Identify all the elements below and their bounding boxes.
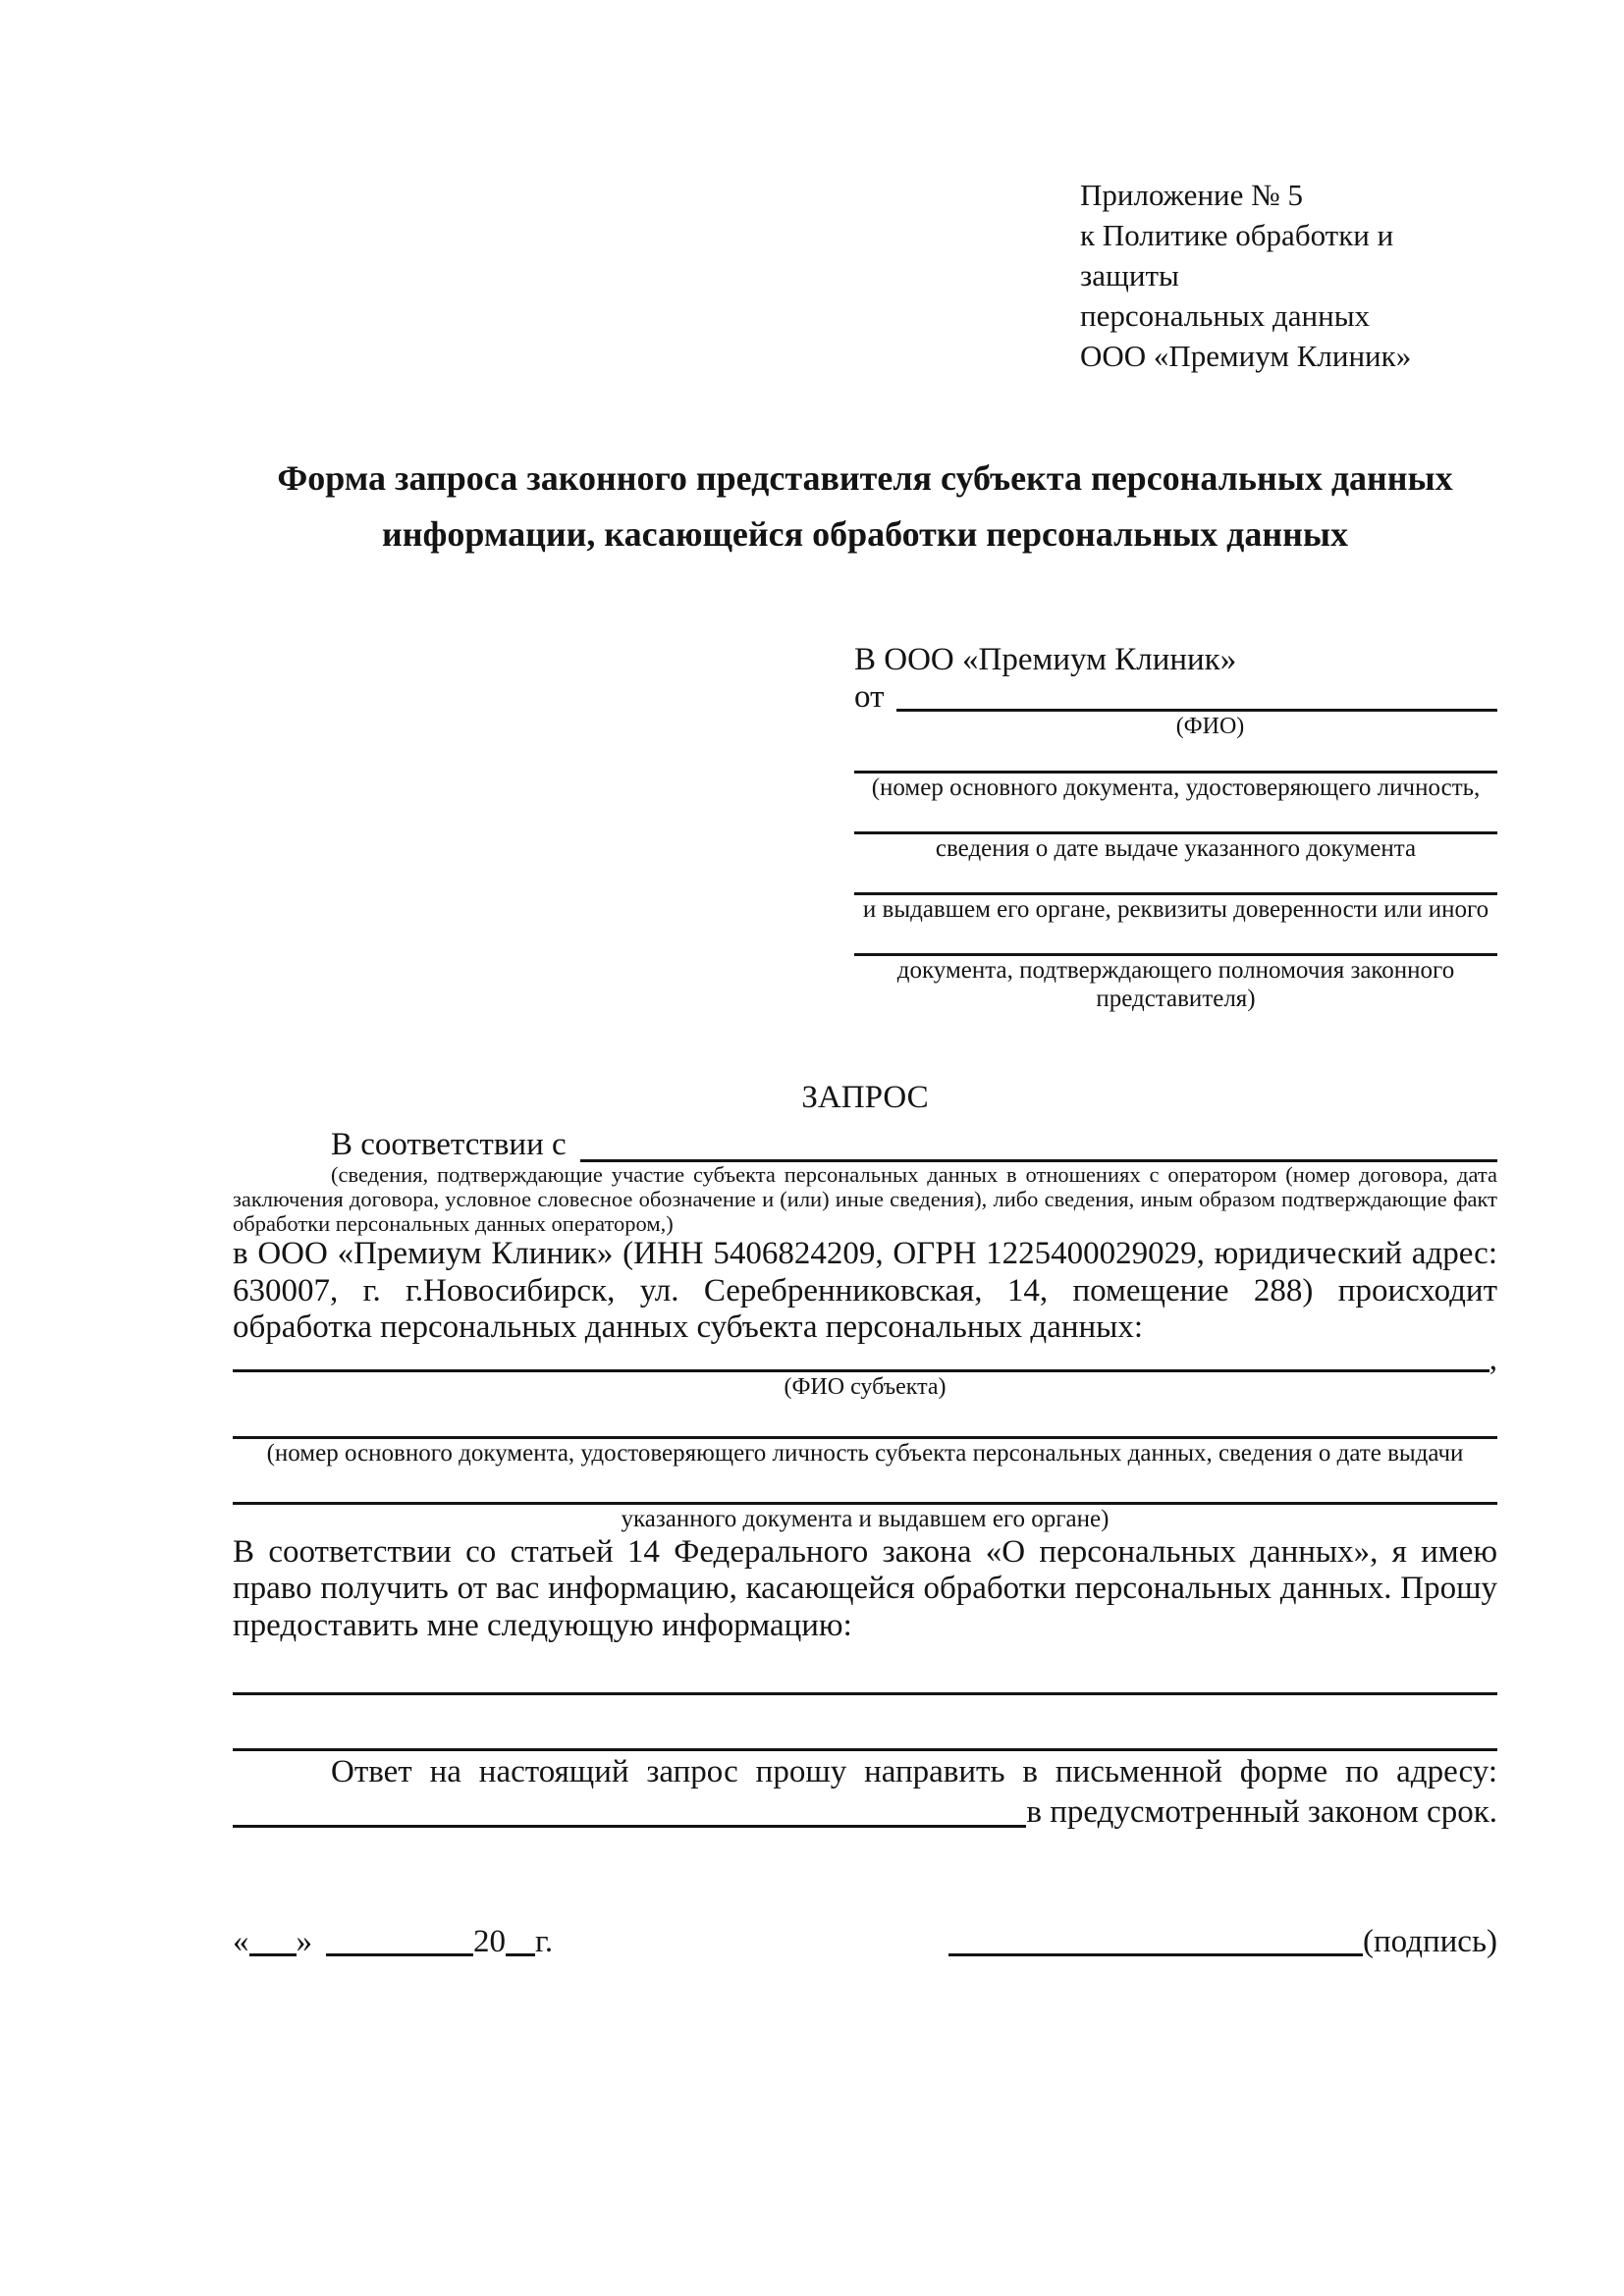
basis-label: В соответствии с bbox=[331, 1127, 567, 1162]
year-field-line[interactable] bbox=[506, 1953, 535, 1956]
subject-fio-caption: (ФИО субъекта) bbox=[784, 1373, 947, 1400]
appendix-line-3: персональных данных bbox=[1080, 298, 1371, 333]
date-quote-open: « bbox=[233, 1924, 249, 1959]
year-prefix: 20 bbox=[473, 1924, 506, 1959]
signature-caption: (подпись) bbox=[1363, 1924, 1497, 1959]
basis-fine-print: (сведения, подтверждающие участие субъекта персональных данных в отношениях с оператором (номер договора, дата заключения договора, условное словесное обозначение и (или) иные сведения), либо сведения, иным образом подтверждающие факт обработки персональных данных оператором,) bbox=[233, 1162, 1497, 1236]
addressee-block bbox=[854, 637, 1497, 1013]
month-field-line[interactable] bbox=[326, 1953, 473, 1956]
reply-paragraph: Ответ на настоящий запрос прошу направить в письменной форме по адресу: bbox=[331, 1754, 1497, 1789]
rep-doc-caption-1: (номер основного документа, удостоверяющего личность, bbox=[871, 774, 1481, 801]
signature-field-line[interactable] bbox=[948, 1953, 1363, 1956]
subject-doc-field-line-1[interactable] bbox=[233, 1402, 1497, 1439]
reply-address-row bbox=[233, 1790, 1497, 1830]
rep-doc-caption-3: и выдавшем его органе, реквизиты доверенности или иного bbox=[862, 896, 1489, 923]
appendix-line-1: Приложение № 5 bbox=[1080, 178, 1303, 212]
date-quote-close: » bbox=[296, 1924, 312, 1959]
subject-doc-caption-2: указанного документа и выдавшем его органе) bbox=[621, 1505, 1110, 1532]
appendix-line-4: ООО «Премиум Клиник» bbox=[1080, 339, 1412, 373]
rep-doc-field-line-4[interactable] bbox=[854, 924, 1497, 956]
law-paragraph: В соответствии со статьей 14 Федерального закона «О персональных данных», я имею право получить от вас информацию, касающейся обработки персональных данных. Прошу предоставить мне следующую информацию: bbox=[233, 1533, 1497, 1643]
date-signature-row bbox=[233, 1924, 1497, 1959]
info-blank-line-2[interactable] bbox=[233, 1695, 1497, 1751]
form-title-line-2: информации, касающейся обработки персональных данных bbox=[382, 514, 1348, 554]
form-title bbox=[233, 451, 1497, 562]
rep-doc-field-line-3[interactable] bbox=[854, 863, 1497, 895]
rep-doc-field-line-1[interactable] bbox=[854, 741, 1497, 774]
reply-address-field-line[interactable] bbox=[233, 1825, 1026, 1828]
subject-doc-field-line-2[interactable] bbox=[233, 1468, 1497, 1505]
reply-tail: в предусмотренный законом срок. bbox=[1026, 1794, 1497, 1830]
operator-paragraph: в ООО «Премиум Клиник» (ИНН 5406824209, ОГРН 1225400029029, юридический адрес: 630007, г. г.Новосибирск, ул. Серебренниковская, 14, помещение 288) происходит обработка персональных данных субъекта персональных данных: bbox=[233, 1236, 1497, 1345]
form-title-line-1: Форма запроса законного представителя субъекта персональных данных bbox=[277, 458, 1453, 498]
subject-doc-caption-1: (номер основного документа, удостоверяющего личность субъекта персональных данных, сведения о дате выдачи bbox=[266, 1439, 1464, 1467]
rep-doc-caption-4: документа, подтверждающего полномочия законного представителя) bbox=[896, 957, 1455, 1012]
date-block bbox=[233, 1924, 553, 1959]
year-suffix: г. bbox=[535, 1924, 554, 1959]
basis-row bbox=[233, 1125, 1497, 1162]
appendix-line-2: к Политике обработки и защиты bbox=[1080, 218, 1394, 293]
request-heading: ЗАПРОС bbox=[801, 1080, 929, 1115]
signature-block bbox=[948, 1924, 1497, 1959]
day-field-line[interactable] bbox=[249, 1953, 297, 1956]
subject-fio-row bbox=[233, 1341, 1497, 1377]
addressee-organization: В ООО «Премиум Клиник» bbox=[854, 642, 1237, 677]
rep-doc-caption-2: сведения о дате выдаче указанного документа bbox=[935, 835, 1417, 862]
from-label: от bbox=[854, 679, 885, 715]
from-row bbox=[854, 679, 1497, 715]
info-blank-line-1[interactable] bbox=[233, 1644, 1497, 1695]
fio-caption: (ФИО) bbox=[1175, 714, 1245, 739]
appendix-block bbox=[1080, 175, 1497, 376]
subject-fio-comma: , bbox=[1489, 1341, 1497, 1377]
rep-doc-field-line-2[interactable] bbox=[854, 802, 1497, 834]
